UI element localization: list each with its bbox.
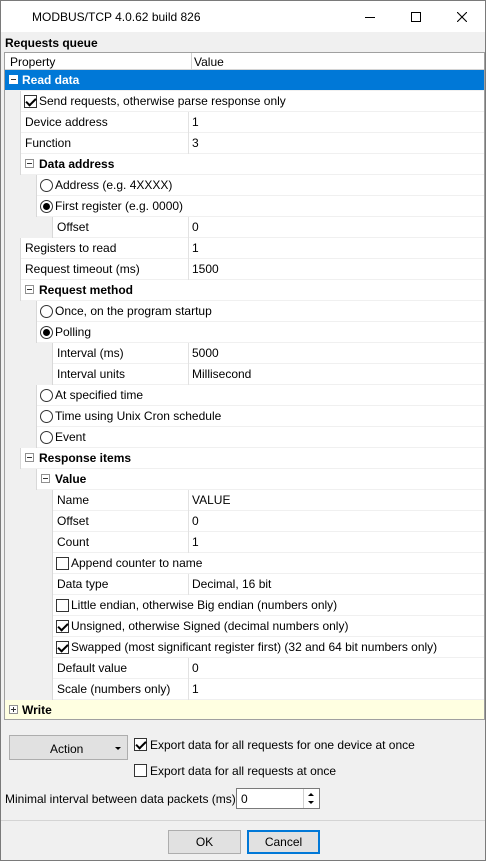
property-row-little-endian[interactable] [5,595,485,616]
property-label: Default value [57,661,128,675]
address-radio[interactable] [40,179,53,192]
title-bar [1,1,485,32]
property-label: Little endian, otherwise Big endian (numbers only) [71,598,338,612]
property-label: Interval units [57,367,126,381]
property-value[interactable]: 1 [192,535,199,549]
row-indent [5,154,21,175]
property-row-at-specified-time[interactable] [5,385,485,406]
property-row-scale[interactable] [5,679,485,700]
property-value[interactable]: 1500 [192,262,219,276]
property-label: First register (e.g. 0000) [55,199,184,213]
spin-buttons[interactable] [303,789,319,808]
property-row-once-startup[interactable] [5,301,485,322]
header-separator [191,53,192,69]
category-label: Read data [22,73,80,87]
minimize-button[interactable] [347,1,393,32]
category-response-items[interactable] [5,448,485,469]
column-separator [188,658,189,679]
property-row-append-counter[interactable] [5,553,485,574]
property-row-registers-to-read[interactable] [5,238,485,259]
property-value[interactable]: 5000 [192,346,219,360]
property-row-default-value[interactable] [5,658,485,679]
property-label: Event [55,430,86,444]
property-row-item-offset[interactable] [5,511,485,532]
property-label: Polling [55,325,92,339]
column-separator [188,112,189,133]
export-one-device-checkbox[interactable] [134,738,147,751]
row-indent [5,133,21,154]
row-indent [5,343,53,364]
spin-down-icon[interactable] [308,801,314,804]
property-label: Name [57,493,90,507]
collapse-icon[interactable] [25,285,34,294]
property-row-address[interactable] [5,175,485,196]
row-indent [5,238,21,259]
row-indent [5,301,37,322]
property-label: Device address [25,115,108,129]
expand-icon[interactable] [9,705,18,714]
action-dropdown-button[interactable] [9,735,128,760]
property-value[interactable]: Decimal, 16 bit [192,577,272,591]
collapse-icon[interactable] [25,453,34,462]
category-label: Response items [39,451,132,465]
row-indent [5,448,21,469]
unsigned-checkbox[interactable] [56,620,69,633]
property-label: At specified time [55,388,144,402]
ok-button[interactable]: OK [168,830,241,854]
row-indent [5,217,53,238]
property-label: Function [25,136,72,150]
row-indent [5,259,21,280]
footer-divider [1,820,485,821]
property-label: Scale (numbers only) [57,682,171,696]
row-indent [5,490,53,511]
row-indent [5,364,53,385]
row-indent [5,196,37,217]
at-specified-time-radio[interactable] [40,389,53,402]
column-separator [188,133,189,154]
property-row-unsigned[interactable] [5,616,485,637]
row-indent [5,469,37,490]
collapse-icon[interactable] [9,75,18,84]
unix-cron-radio[interactable] [40,410,53,423]
property-label: Offset [57,514,89,528]
requests-queue-title: Requests queue [5,36,98,50]
export-one-device-label: Export data for all requests for one device at once [150,738,415,752]
property-row-polling[interactable] [5,322,485,343]
event-radio[interactable] [40,431,53,444]
row-indent [5,91,21,112]
property-value[interactable]: 3 [192,136,199,150]
property-value[interactable]: 0 [192,514,199,528]
property-label: Send requests, otherwise parse response only [39,94,286,108]
property-value[interactable]: 1 [192,115,199,129]
app-icon [9,9,23,23]
property-label: Append counter to name [71,556,203,570]
row-indent [5,511,53,532]
category-read-data[interactable] [5,70,485,91]
once-startup-radio[interactable] [40,305,53,318]
property-row-send-requests[interactable] [5,91,485,112]
min-interval-spinbox[interactable] [236,788,320,809]
row-indent [5,532,53,553]
property-row-interval-ms[interactable] [5,343,485,364]
spin-up-icon[interactable] [308,793,314,796]
cancel-button[interactable]: Cancel [247,830,320,854]
close-icon [457,12,467,22]
column-separator [188,238,189,259]
min-interval-value[interactable]: 0 [241,792,248,806]
row-indent [5,616,53,637]
polling-radio[interactable] [40,326,53,339]
category-value[interactable] [5,469,485,490]
property-value[interactable]: Millisecond [192,367,252,381]
property-row-count[interactable] [5,532,485,553]
property-label: Request timeout (ms) [25,262,140,276]
category-label: Request method [39,283,134,297]
minimize-icon [365,12,375,22]
property-column-header: Property [10,55,56,69]
row-indent [5,112,21,133]
property-label: Once, on the program startup [55,304,212,318]
property-label: Address (e.g. 4XXXX) [55,178,173,192]
collapse-icon[interactable] [25,159,34,168]
property-row-interval-units[interactable] [5,364,485,385]
property-row-swapped[interactable] [5,637,485,658]
append-counter-checkbox[interactable] [56,557,69,570]
row-indent [5,322,37,343]
property-row-event[interactable] [5,427,485,448]
category-label: Data address [39,157,115,171]
window-title: MODBUS/TCP 4.0.62 build 826 [32,10,201,24]
category-request-method[interactable] [5,280,485,301]
row-indent [5,175,37,196]
collapse-icon[interactable] [41,474,50,483]
send-requests-checkbox[interactable] [24,95,37,108]
property-value[interactable]: 1 [192,682,199,696]
column-separator [188,679,189,700]
category-label: Value [55,472,87,486]
column-separator [188,490,189,511]
category-data-address[interactable] [5,154,485,175]
row-indent [5,427,37,448]
property-value[interactable]: 0 [192,220,199,234]
maximize-icon [411,12,421,22]
property-row-request-timeout[interactable] [5,259,485,280]
column-separator [188,532,189,553]
column-separator [188,259,189,280]
property-row-name[interactable] [5,490,485,511]
property-label: Interval (ms) [57,346,124,360]
little-endian-checkbox[interactable] [56,599,69,612]
category-label: Write [22,703,52,717]
row-indent [5,595,53,616]
property-label: Count [57,535,90,549]
value-column-header: Value [194,55,224,69]
export-all-checkbox[interactable] [134,764,147,777]
property-row-offset[interactable] [5,217,485,238]
first-register-radio[interactable] [40,200,53,213]
column-separator [188,364,189,385]
property-value[interactable]: 1 [192,241,199,255]
row-indent [5,658,53,679]
row-indent [5,637,53,658]
row-indent [5,679,53,700]
row-indent [5,406,37,427]
property-label: Offset [57,220,89,234]
property-label: Data type [57,577,109,591]
export-all-label: Export data for all requests at once [150,764,337,778]
swapped-checkbox[interactable] [56,641,69,654]
property-row-first-register[interactable] [5,196,485,217]
property-grid[interactable] [4,52,485,720]
property-row-device-address[interactable] [5,112,485,133]
close-button[interactable] [439,1,485,32]
column-separator [188,217,189,238]
action-label: Action [50,742,84,756]
grid-header [5,53,485,70]
row-indent [5,574,53,595]
column-separator [188,343,189,364]
min-interval-label: Minimal interval between data packets (ms) [5,792,236,806]
row-indent [5,553,53,574]
column-separator [188,511,189,532]
row-indent [5,280,21,301]
property-value[interactable]: 0 [192,661,199,675]
property-label: Swapped (most significant register first) (32 and 64 bit numbers only) [71,640,438,654]
maximize-button[interactable] [393,1,439,32]
property-row-function[interactable] [5,133,485,154]
property-row-unix-cron[interactable] [5,406,485,427]
dropdown-arrow-icon [115,747,121,750]
property-label: Registers to read [25,241,117,255]
property-label: Time using Unix Cron schedule [55,409,222,423]
property-row-data-type[interactable] [5,574,485,595]
row-indent [5,385,37,406]
column-separator [188,574,189,595]
property-label: Unsigned, otherwise Signed (decimal numbers only) [71,619,349,633]
property-value[interactable]: VALUE [192,493,231,507]
category-write[interactable] [5,700,485,720]
